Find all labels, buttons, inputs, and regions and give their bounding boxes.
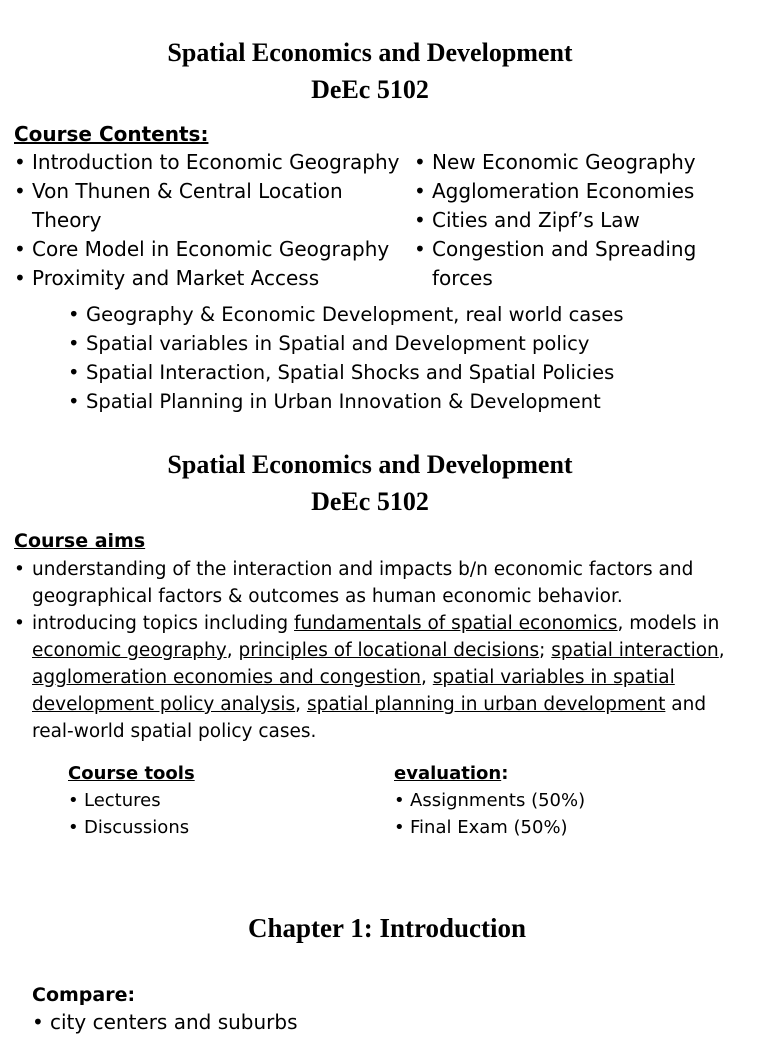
list-item: • Lectures	[68, 787, 318, 814]
evaluation-list	[394, 787, 694, 841]
list-item: • understanding of the interaction and impacts b/n economic factors and geographical factors & outcomes as human economic behavior.	[14, 556, 742, 610]
course-title	[0, 34, 740, 108]
list-item: • introducing topics including fundamentals of spatial economics, models in economic geography, principles of locational decisions; spatial interaction, agglomeration economies and congestion, spatial variables in spatial development policy analysis, spatial planning in urban development and real-world spatial policy cases.	[14, 610, 742, 745]
list-item: • New Economic Geography	[414, 148, 714, 177]
course-contents-heading: Course Contents:	[14, 122, 209, 146]
course-tools-heading: Course tools	[68, 763, 195, 784]
list-item: • Discussions	[68, 814, 318, 841]
course-title-2	[0, 446, 740, 520]
contents-left-list	[14, 148, 409, 293]
list-item: • Geography & Economic Development, real world cases	[68, 300, 728, 329]
list-item: • Assignments (50%)	[394, 787, 694, 814]
topic-link: spatial interaction	[551, 640, 719, 661]
chapter-title: Chapter 1: Introduction	[247, 913, 527, 943]
list-item: • Spatial Planning in Urban Innovation & Development	[68, 387, 728, 416]
compare-list	[32, 1008, 532, 1037]
topic-link: economic geography	[32, 640, 227, 661]
topic-link: agglomeration economies and congestion	[32, 667, 422, 688]
course-title-name: Spatial Economics and Development	[167, 38, 573, 67]
contents-lower-list	[68, 300, 728, 416]
list-item: • Proximity and Market Access	[14, 264, 409, 293]
topic-link: fundamentals of spatial economics	[294, 613, 618, 634]
list-item: • Core Model in Economic Geography	[14, 235, 409, 264]
list-item: • Von Thunen & Central Location Theory	[14, 177, 409, 235]
list-item: • Spatial Interaction, Spatial Shocks and Spatial Policies	[68, 358, 728, 387]
list-item: • Spatial variables in Spatial and Development policy	[68, 329, 728, 358]
compare-heading: Compare:	[32, 984, 136, 1006]
evaluation-heading: evaluation:	[394, 763, 509, 784]
course-code: DeEc 5102	[311, 487, 429, 516]
course-title-name: Spatial Economics and Development	[167, 450, 573, 479]
list-item: • Congestion and Spreading forces	[414, 235, 714, 293]
list-item: • Final Exam (50%)	[394, 814, 694, 841]
list-item: • Cities and Zipf’s Law	[414, 206, 714, 235]
topic-link: spatial variables in spatial development policy analysis	[32, 667, 675, 715]
list-item: • Introduction to Economic Geography	[14, 148, 409, 177]
list-item: • city centers and suburbs	[32, 1008, 532, 1037]
course-tools-list	[68, 787, 318, 841]
contents-right-list	[414, 148, 714, 293]
course-aims-list	[14, 556, 742, 745]
topic-link: spatial planning in urban development	[306, 694, 666, 715]
course-code: DeEc 5102	[311, 75, 429, 104]
course-aims-heading: Course aims	[14, 530, 146, 552]
topic-link: principles of locational decisions	[238, 640, 540, 661]
list-item: • Agglomeration Economies	[414, 177, 714, 206]
